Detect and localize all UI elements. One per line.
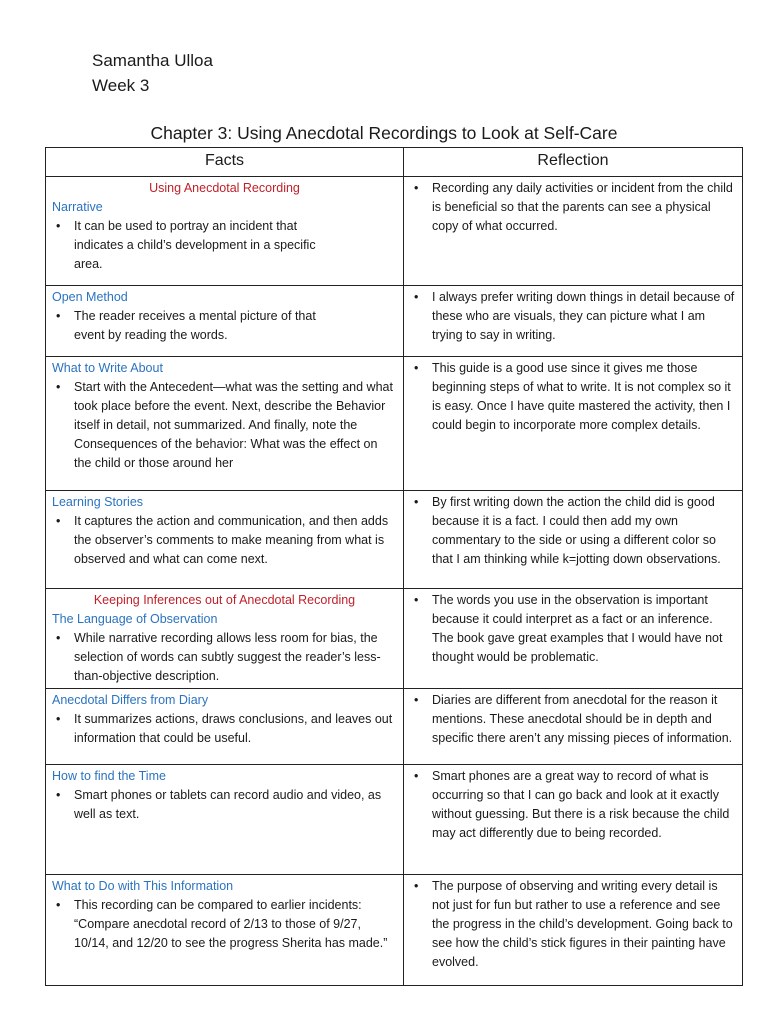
topic-heading: Learning Stories [52,495,144,509]
fact-bullet: • It captures the action and communication, and then adds the observer’s comments to make meaning from what is observed and what can come next. [74,512,397,569]
reflection-bullet: • The words you use in the observation is important because it could interpret as a fact or an inference. The book gave great examples that I would have not thought would be problematic. [432,591,736,667]
topic-heading: What to Write About [52,361,163,375]
reflection-cell [404,286,743,357]
facts-column-header: Facts [46,148,404,177]
table-row [46,357,743,491]
fact-bullet: • The reader receives a mental picture of that event by reading the words. [74,307,397,345]
table-row [46,689,743,765]
page-title: Chapter 3: Using Anecdotal Recordings to Look at Self-Care [150,123,618,143]
document-header [92,48,213,98]
reflection-bullet: • I always prefer writing down things in detail because of these who are visuals, they can picture what I am trying to say in writing. [432,288,736,345]
fact-bullet: • Start with the Antecedent—what was the setting and what took place before the event. Next, describe the Behavior itself in detail, not summarized. And finally, note the Consequences of the behavior: What was the effect on the child or those around her [74,378,397,473]
reflection-bullet: • This guide is a good use since it gives me those beginning steps of what to write. It is not complex so it is easy. Once I have quite mastered the activity, then I could begin to incorporate more complex details. [432,359,736,435]
facts-reflection-table [45,147,743,986]
table-row [46,177,743,286]
reflection-bullet: • Recording any daily activities or incident from the child is beneficial so that the parents can see a physical copy of what occurred. [432,179,736,236]
topic-heading: What to Do with This Information [52,879,234,893]
table-row [46,875,743,986]
fact-cell [46,286,404,357]
reflection-cell [404,177,743,286]
table-row [46,491,743,589]
fact-bullet: • It summarizes actions, draws conclusions, and leaves out information that could be useful. [74,710,397,748]
section-heading: Keeping Inferences out of Anecdotal Recording [93,593,356,607]
table-row [46,286,743,357]
section-heading: Using Anecdotal Recording [149,181,300,195]
reflection-bullet: • The purpose of observing and writing every detail is not just for fun but rather to use a reference and see the progress in the child’s development. Going back to see how the child’s stick figures in their painting have evolved. [432,877,736,972]
reflection-bullet: • By first writing down the action the child did is good because it is a fact. I could then add my own commentary to the side or using a different color so that I am thinking while k=jotting down observations. [432,493,736,569]
fact-cell [46,689,404,765]
fact-cell [46,875,404,986]
reflection-cell [404,491,743,589]
fact-cell [46,589,404,689]
topic-heading: Anecdotal Differs from Diary [52,693,209,707]
reflection-bullet: • Diaries are different from anecdotal for the reason it mentions. These anecdotal should be in depth and specific there aren’t any missing pieces of information. [432,691,736,748]
reflection-cell [404,875,743,986]
table-row [46,765,743,875]
table-header-row [46,148,743,177]
fact-bullet: • It can be used to portray an incident that indicates a child’s development in a specific area. [74,217,397,274]
topic-heading: How to find the Time [52,769,166,783]
topic-heading: Open Method [52,290,128,304]
fact-cell [46,357,404,491]
fact-bullet: • Smart phones or tablets can record audio and video, as well as text. [74,786,397,824]
topic-heading: The Language of Observation [52,612,218,626]
reflection-cell [404,357,743,491]
fact-cell [46,491,404,589]
reflection-column-header: Reflection [404,148,743,177]
fact-cell [46,177,404,286]
table-row [46,589,743,689]
reflection-cell [404,689,743,765]
fact-cell [46,765,404,875]
topic-heading: Narrative [52,200,103,214]
fact-bullet: • While narrative recording allows less room for bias, the selection of words can subtly suggest the reader’s less-than-objective description. [74,629,397,686]
reflection-bullet: • Smart phones are a great way to record of what is occurring so that I can go back and look at it exactly without guessing. But there is a risk because the child may act differently due to being recorded. [432,767,736,843]
reflection-cell [404,765,743,875]
author-name: Samantha Ulloa [92,51,213,70]
week-label: Week 3 [92,76,150,95]
fact-bullet: • This recording can be compared to earlier incidents: “Compare anecdotal record of 2/13 to those of 9/27, 10/14, and 12/20 to see the progress Sherita has made.” [74,896,397,953]
reflection-cell [404,589,743,689]
